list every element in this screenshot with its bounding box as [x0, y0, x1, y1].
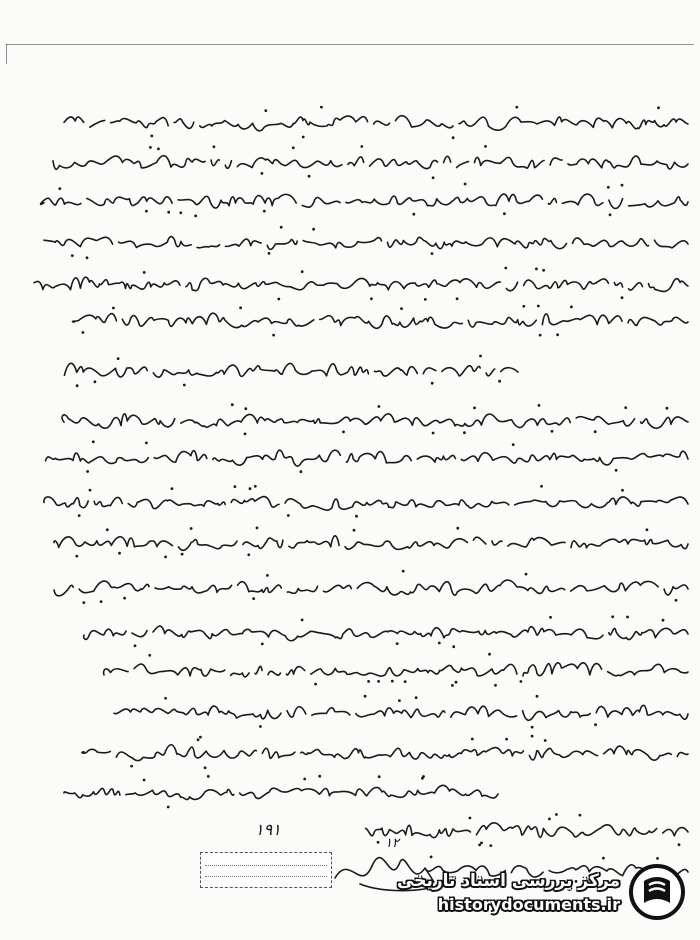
handwritten-line [40, 437, 690, 475]
handwritten-line [60, 772, 500, 810]
handwritten-line [80, 732, 690, 770]
scan-border-left [6, 44, 7, 64]
watermark-title: مرکز بررسی اسناد تاریخی [397, 870, 620, 891]
archive-watermark [386, 856, 686, 928]
handwritten-line [110, 692, 690, 730]
handwritten-line [60, 350, 520, 388]
handwritten-line [50, 567, 690, 605]
registry-stamp [200, 852, 332, 888]
handwritten-line [48, 142, 690, 180]
watermark-url: historydocuments.ir [437, 894, 620, 914]
handwritten-line [100, 650, 690, 688]
handwritten-line [40, 180, 690, 218]
handwritten-line [50, 522, 690, 560]
archive-logo-icon [628, 863, 686, 921]
handwritten-line [40, 222, 690, 260]
handwritten-line [360, 810, 690, 848]
handwritten-line [70, 300, 690, 338]
handwritten-line [40, 482, 690, 520]
handwritten-line [80, 612, 690, 650]
page-number-mark: ۱۹۱ [255, 820, 281, 839]
handwritten-line [30, 264, 690, 302]
scan-border-top [6, 44, 694, 45]
reference-number-mark: ۱۲ [385, 836, 399, 851]
handwritten-line [60, 400, 690, 438]
handwritten-line [60, 102, 690, 140]
